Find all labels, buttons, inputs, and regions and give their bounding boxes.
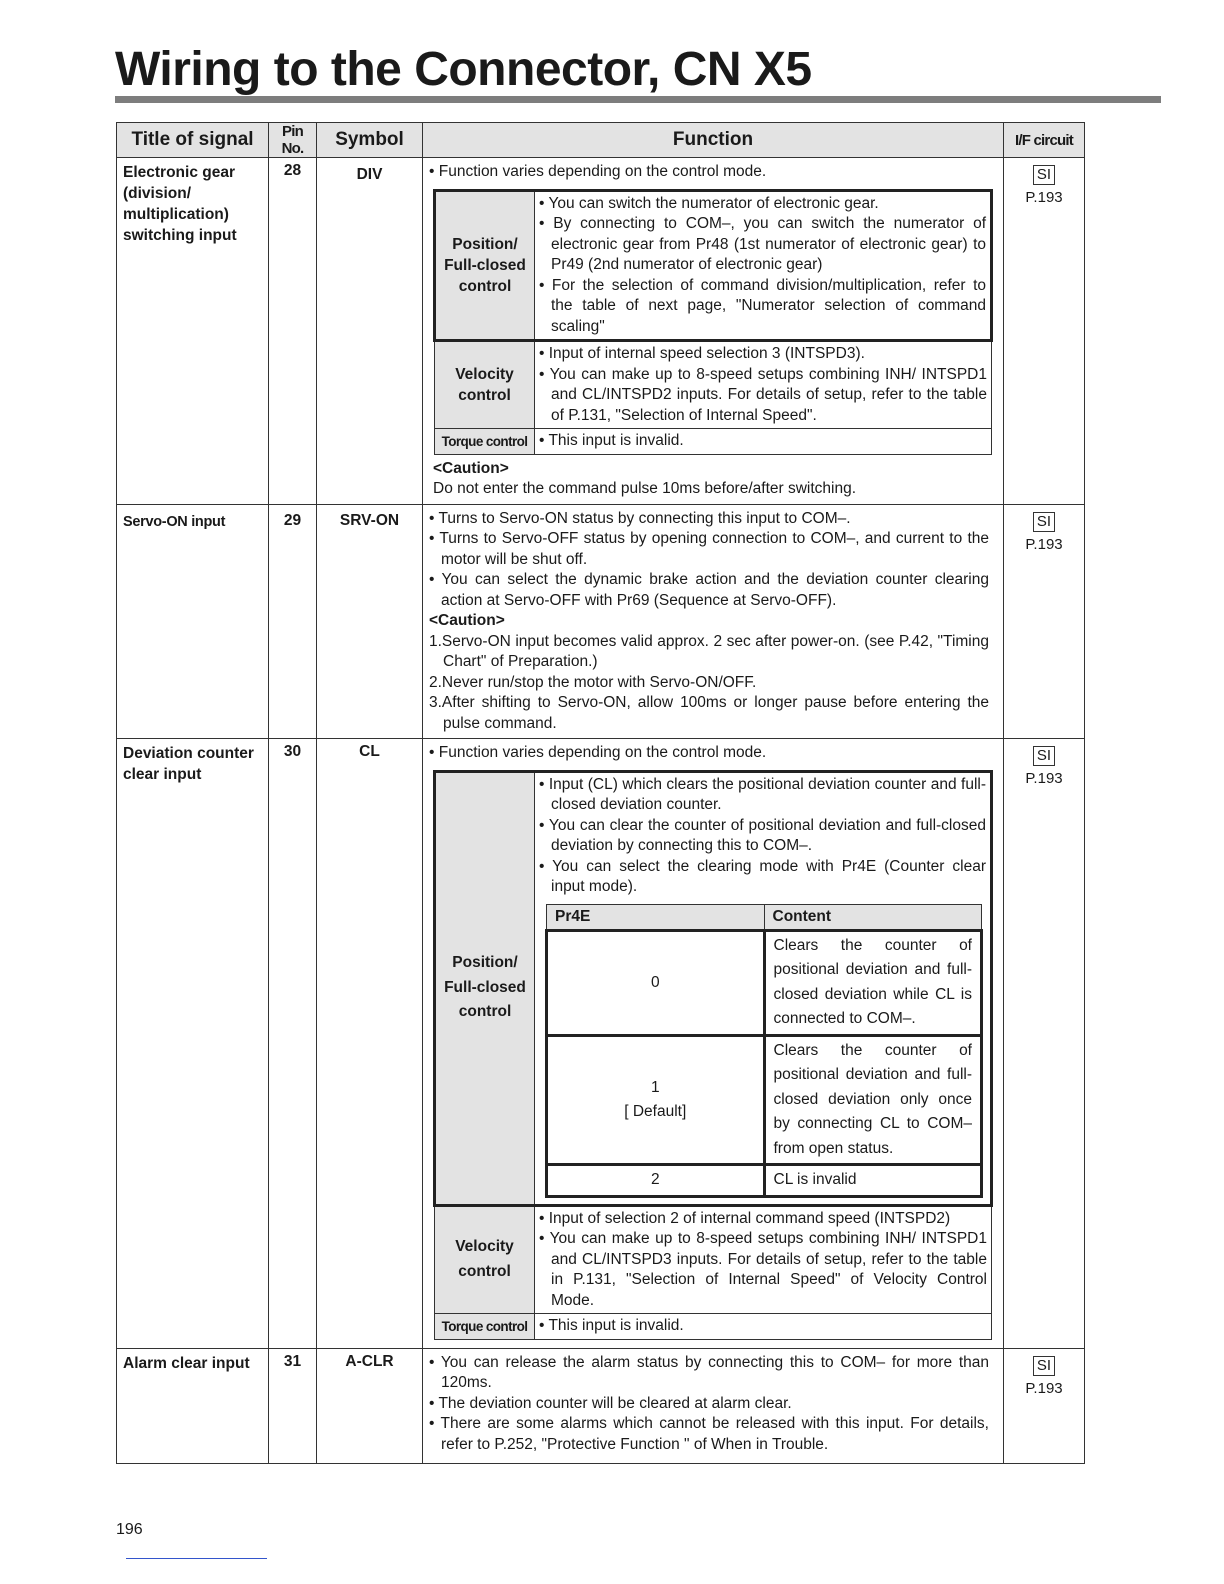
table-row bbox=[547, 930, 982, 1035]
mode-description bbox=[539, 344, 987, 426]
header-function: Function bbox=[423, 123, 1004, 158]
list-item: • You can release the alarm status by connecting this to COM– for more than 120ms. bbox=[429, 1353, 989, 1391]
list-item: • You can select the dynamic brake action and the deviation counter clearing action at Servo-OFF with Pr69 (Sequence at Servo-OFF). bbox=[429, 571, 989, 609]
pr4e-content: Clears the counter of positional deviation and full-closed deviation only once by connecting CL to COM– from open status. bbox=[764, 1035, 982, 1165]
mode-label: Torque control bbox=[435, 1314, 535, 1340]
if-circuit-cell bbox=[1004, 1348, 1085, 1464]
if-circuit-box: SI bbox=[1033, 1356, 1055, 1376]
list-item: • Turns to Servo-ON status by connecting this input to COM–. bbox=[429, 509, 851, 527]
pr4e-value-number: 1 bbox=[650, 1078, 660, 1096]
signal-title: Deviation counter clear input bbox=[117, 739, 269, 1349]
function-cell bbox=[423, 1348, 1004, 1464]
list-item: • You can clear the counter of positional deviation and full-closed deviation by connecting this to COM–. bbox=[539, 816, 986, 854]
mode-label: Position/ Full-closed control bbox=[435, 771, 535, 1205]
table-row bbox=[117, 739, 1085, 1349]
function-cell bbox=[423, 504, 1004, 739]
list-item: • Input of internal speed selection 3 (INTSPD3). bbox=[539, 345, 865, 362]
function-intro: • Function varies depending on the control mode. bbox=[429, 744, 767, 761]
if-circuit-box: SI bbox=[1033, 512, 1055, 532]
pr4e-content: Clears the counter of positional deviation and full-closed deviation while CL is connected to COM–. bbox=[764, 930, 982, 1035]
signal-title: Electronic gear (division/ multiplication) switching input bbox=[117, 158, 269, 505]
header-pin: Pin No. bbox=[269, 123, 317, 158]
table-row bbox=[117, 504, 1085, 739]
mode-description bbox=[539, 1209, 987, 1312]
function-intro: • Function varies depending on the control mode. bbox=[429, 163, 767, 180]
pr4e-header-param: Pr4E bbox=[547, 904, 765, 930]
table-row bbox=[117, 158, 1085, 505]
pr4e-header-content: Content bbox=[764, 904, 982, 930]
list-item: • Input of selection 2 of internal command speed (INTSPD2) bbox=[539, 1209, 951, 1227]
list-item: 1.Servo-ON input becomes valid approx. 2 sec after power-on. (see P.42, "Timing Chart" of Preparation.) bbox=[429, 632, 989, 670]
symbol: A-CLR bbox=[317, 1348, 423, 1464]
pr4e-value-number: 0 bbox=[650, 973, 660, 991]
mode-description bbox=[539, 1316, 987, 1337]
caution-block bbox=[433, 459, 997, 500]
list-item: • The deviation counter will be cleared at alarm clear. bbox=[429, 1394, 792, 1412]
mode-row-position bbox=[435, 771, 992, 1205]
pin-number: 31 bbox=[269, 1348, 317, 1464]
signal-table bbox=[116, 122, 1085, 1464]
if-circuit-ref: P.193 bbox=[1025, 189, 1063, 206]
function-list bbox=[429, 509, 989, 612]
mode-label: Position/ Full-closed control bbox=[435, 190, 535, 341]
footer-link-underline bbox=[126, 1558, 267, 1559]
caution-list bbox=[429, 632, 989, 735]
header-symbol: Symbol bbox=[317, 123, 423, 158]
list-item: • You can make up to 8-speed setups combining INH/ INTSPD1 and CL/INTSPD3 inputs. For details of setup, refer to the table in P.131, "Selection of Internal Speed" of Velocity Control Mode. bbox=[539, 1230, 987, 1309]
symbol: SRV-ON bbox=[317, 504, 423, 739]
list-item: 3.After shifting to Servo-ON, allow 100ms or longer pause before entering the pulse command. bbox=[429, 694, 989, 732]
if-circuit-box: SI bbox=[1033, 165, 1055, 185]
if-circuit-ref: P.193 bbox=[1025, 535, 1063, 553]
table-header-row bbox=[117, 123, 1085, 158]
function-list bbox=[429, 1353, 989, 1456]
pr4e-header-row bbox=[547, 904, 982, 930]
page-title: Wiring to the Connector, CN X5 bbox=[115, 43, 812, 96]
mode-label: Velocity control bbox=[435, 341, 535, 429]
pin-number: 30 bbox=[269, 739, 317, 1349]
pr4e-value-note: [ Default] bbox=[624, 1102, 687, 1120]
if-circuit-ref: P.193 bbox=[1025, 1379, 1063, 1397]
table-row bbox=[117, 1348, 1085, 1464]
pr4e-value bbox=[547, 1165, 765, 1197]
pr4e-value bbox=[547, 1035, 765, 1165]
header-signal: Title of signal bbox=[117, 123, 269, 158]
table-row bbox=[547, 1165, 982, 1197]
table-row bbox=[547, 1035, 982, 1165]
if-circuit-cell bbox=[1004, 739, 1085, 1349]
caution-title: <Caution> bbox=[433, 459, 509, 477]
title-rule bbox=[115, 96, 1161, 103]
mode-description bbox=[539, 775, 986, 898]
mode-row-torque bbox=[435, 429, 992, 455]
mode-description bbox=[539, 194, 986, 338]
pr4e-content: CL is invalid bbox=[764, 1165, 982, 1197]
pr4e-value bbox=[547, 930, 765, 1035]
mode-row-velocity bbox=[435, 1205, 992, 1314]
function-cell bbox=[423, 158, 1004, 505]
mode-table bbox=[433, 770, 993, 1340]
list-item: • You can make up to 8-speed setups combining INH/ INTSPD1 and CL/INTSPD2 inputs. For details of setup, refer to the table of P.131, "Selection of Internal Speed". bbox=[539, 365, 987, 424]
mode-description bbox=[539, 431, 987, 452]
list-item: • For the selection of command division/multiplication, refer to the table of next page, "Numerator selection of command scaling" bbox=[539, 276, 986, 335]
caution-text: Do not enter the command pulse 10ms before/after switching. bbox=[433, 480, 857, 497]
signal-title: Alarm clear input bbox=[117, 1348, 269, 1464]
pr4e-table bbox=[545, 904, 983, 1198]
symbol: DIV bbox=[317, 158, 423, 505]
caution-title: <Caution> bbox=[429, 612, 505, 629]
list-item: • This input is invalid. bbox=[539, 1317, 684, 1334]
mode-table bbox=[433, 189, 993, 455]
page-number: 196 bbox=[116, 1521, 143, 1538]
list-item: 2.Never run/stop the motor with Servo-ON/OFF. bbox=[429, 673, 757, 691]
function-cell bbox=[423, 739, 1004, 1349]
pr4e-value-number: 2 bbox=[650, 1171, 660, 1189]
mode-row-position bbox=[435, 190, 992, 341]
if-circuit-box: SI bbox=[1033, 746, 1055, 766]
if-circuit-ref: P.193 bbox=[1025, 770, 1063, 787]
header-if-circuit: I/F circuit bbox=[1004, 123, 1085, 158]
list-item: • Input (CL) which clears the positional deviation counter and full-closed deviation counter. bbox=[539, 775, 986, 813]
list-item: • There are some alarms which cannot be released with this input. For details, refer to P.252, "Protective Function " of When in Trouble. bbox=[429, 1415, 989, 1453]
mode-row-torque bbox=[435, 1314, 992, 1340]
list-item: • By connecting to COM–, you can switch the numerator of electronic gear from Pr48 (1st numerator of electronic gear) to Pr49 (2nd numerator of electronic gear) bbox=[539, 215, 986, 273]
list-item: • This input is invalid. bbox=[539, 432, 684, 449]
signal-title: Servo-ON input bbox=[117, 504, 269, 739]
if-circuit-cell bbox=[1004, 158, 1085, 505]
mode-label: Torque control bbox=[435, 429, 535, 455]
pin-number: 28 bbox=[269, 158, 317, 505]
list-item: • You can switch the numerator of electronic gear. bbox=[539, 194, 879, 212]
symbol: CL bbox=[317, 739, 423, 1349]
if-circuit-cell bbox=[1004, 504, 1085, 739]
mode-label: Velocity control bbox=[435, 1205, 535, 1314]
list-item: • Turns to Servo-OFF status by opening connection to COM–, and current to the motor will be shut off. bbox=[429, 530, 989, 568]
list-item: • You can select the clearing mode with Pr4E (Counter clear input mode). bbox=[539, 857, 986, 895]
pin-number: 29 bbox=[269, 504, 317, 739]
mode-row-velocity bbox=[435, 341, 992, 429]
